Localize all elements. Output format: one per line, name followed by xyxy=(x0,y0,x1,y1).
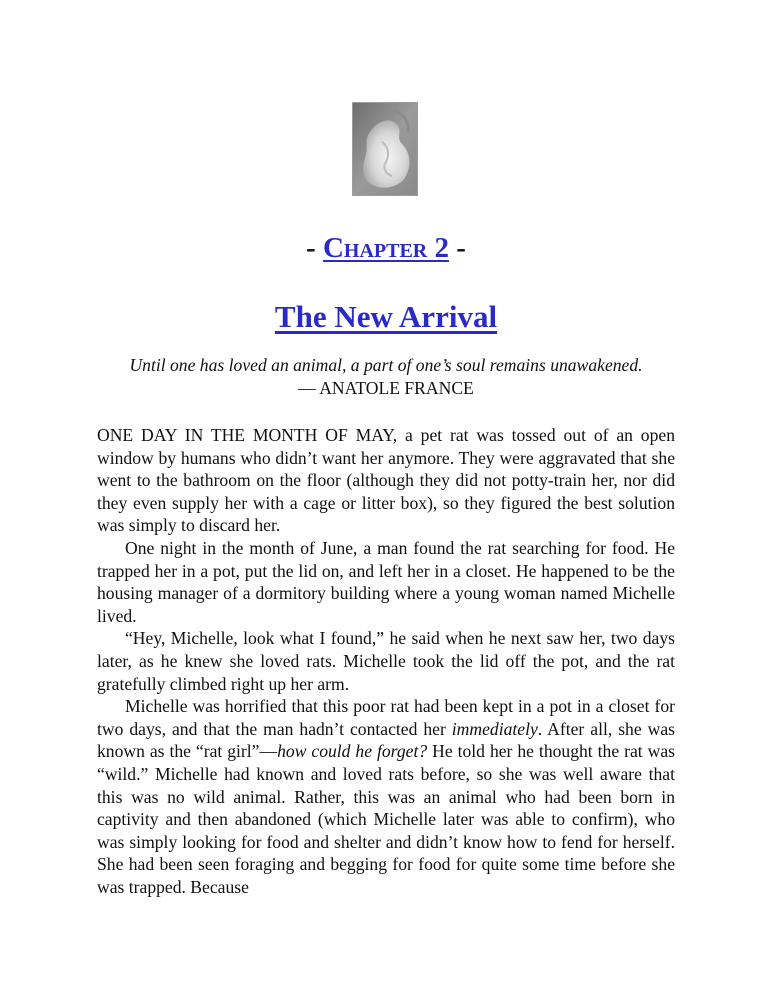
chapter-suffix: - xyxy=(449,232,466,264)
epigraph-quote: Until one has loved an animal, a part of one’s soul remains unawakened. xyxy=(129,355,643,375)
body-paragraph xyxy=(97,424,675,537)
chapter-emblem-image xyxy=(352,102,418,196)
chapter-heading xyxy=(0,228,772,268)
chapter-number-link[interactable]: Chapter 2 xyxy=(322,232,450,264)
chapter-title xyxy=(0,296,772,338)
chapter-title-link[interactable]: The New Arrival xyxy=(274,299,498,334)
paragraph-text: ONE DAY IN THE MONTH OF MAY, a pet rat was tossed out of an open window by humans who didn’t want her anymore. They were aggravated that she went to the bathroom on the floor (although they did not potty-train her, nor did they even supply her with a cage or litter box), so they figured the best solution was simply to discard her. xyxy=(97,425,675,536)
paragraph-text: One night in the month of June, a man found the rat searching for food. He trapped her in a pot, put the lid on, and left her in a closet. He happened to be the housing manager of a dormitory building where a young woman named Michelle lived. xyxy=(97,537,675,626)
body-paragraph xyxy=(97,627,675,695)
paragraph-text: He told her he thought the rat was “wild.” Michelle had known and loved rats before, so she was well aware that this was no wild animal. Rather, this was an animal who had been born in captivity and then abandoned (which Michelle later was able to confirm), who was simply looking for food and shelter and didn’t know how to fend for herself. She had been seen foraging and begging for food for quite some time before she was trapped. Because xyxy=(97,741,675,897)
body-paragraph xyxy=(97,537,675,627)
chapter-prefix: - xyxy=(306,232,323,264)
chapter-body xyxy=(97,424,675,898)
epigraph-author: — ANATOLE FRANCE xyxy=(298,378,474,398)
emphasis-text: how could he forget? xyxy=(277,741,428,762)
paragraph-text: Michelle was horrified that this poor rat had been kept in a pot in a closet for two days, and that the man hadn’t contacted her xyxy=(97,696,675,739)
epigraph xyxy=(60,354,712,400)
paragraph-text: “Hey, Michelle, look what I found,” he said when he next saw her, two days later, as he knew she loved rats. Michelle took the lid off the pot, and the rat gratefully climbed right up her arm. xyxy=(97,628,675,694)
body-paragraph xyxy=(97,695,675,898)
paragraph-text: . After all, she was known as the “rat girl”— xyxy=(97,718,675,762)
emphasis-text: immediately xyxy=(451,718,538,739)
